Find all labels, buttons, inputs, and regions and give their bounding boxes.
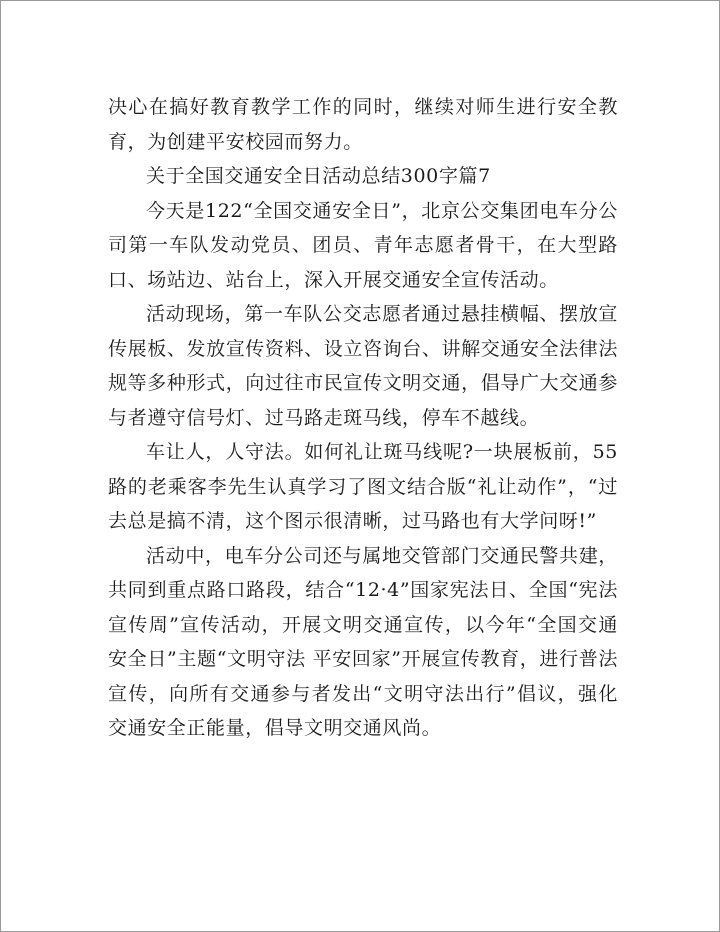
paragraph-1: 决心在搞好教育教学工作的同时，继续对师生进行安全教育，为创建平安校园而努力。 [108, 96, 618, 153]
section-heading: 关于全国交通安全日活动总结300字篇7 [146, 165, 491, 187]
document-body [108, 90, 618, 746]
paragraph-4: 车让人，人守法。如何礼让斑马线呢?一块展板前，55路的老乘客李先生认真学习了图文结合版“礼让动作”，“过去总是搞不清，这个图示很清晰，过马路也有大学问呀!” [108, 441, 618, 532]
paragraph-2: 今天是122“全国交通安全日”，北京公交集团电车分公司第一车队发动党员、团员、青年志愿者骨干，在大型路口、场站边、站台上，深入开展交通安全宣传活动。 [108, 199, 618, 291]
paragraph-5: 活动中，电车分公司还与属地交管部门交通民警共建，共同到重点路口路段，结合“12·4”国家宪法日、全国“宪法宣传周”宣传活动，开展文明交通宣传，以今年“全国交通安全日”主题“文明守法 平安回家”开展宣传教育，进行普法宣传，向所有交通参与者发出“文明守法出行”倡议，强化交通安全正能量，倡导文明交通风尚。 [108, 544, 618, 739]
paragraph-3: 活动现场，第一车队公交志愿者通过悬挂横幅、摆放宣传展板、发放宣传资料、设立咨询台、讲解交通安全法律法规等多种形式，向过往市民宣传文明交通，倡导广大交通参与者遵守信号灯、过马路走斑马线，停车不越线。 [108, 303, 618, 429]
